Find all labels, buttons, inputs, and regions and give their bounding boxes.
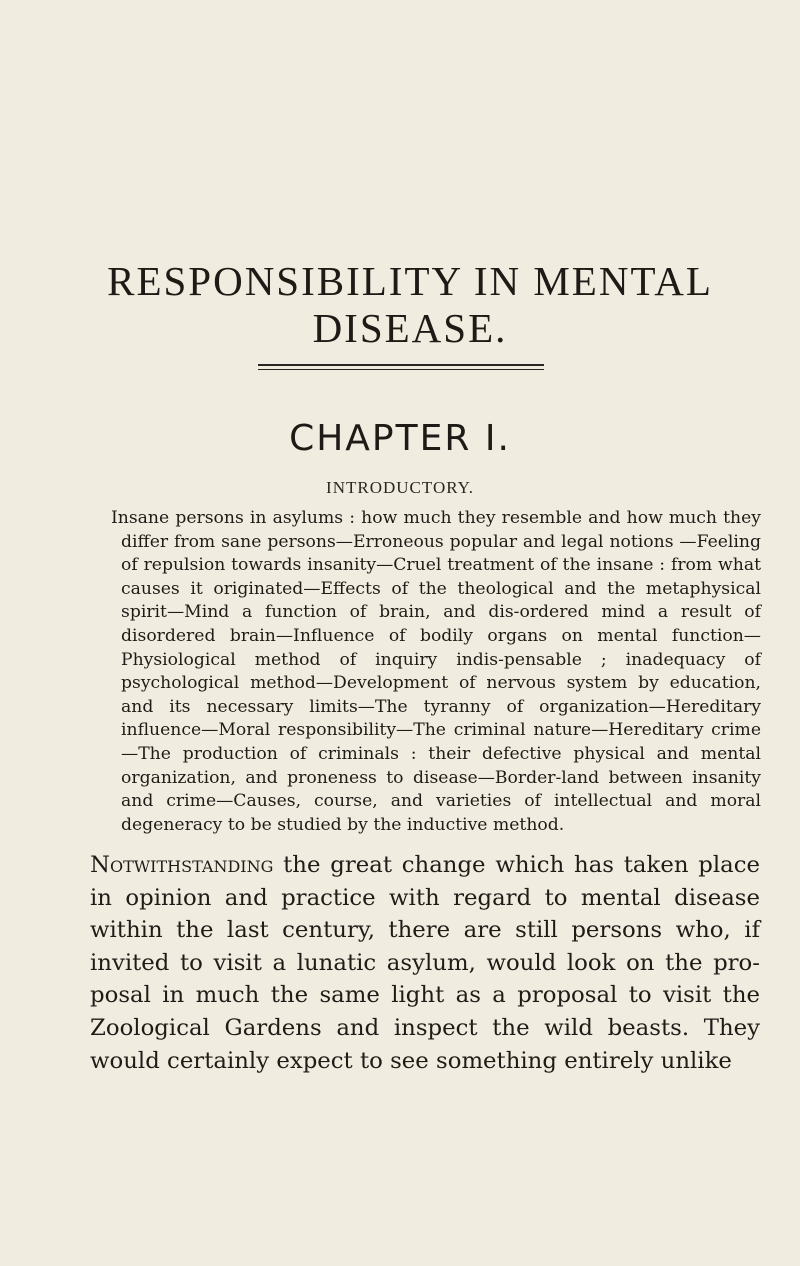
chapter-summary: Insane persons in asylums : how much they resemble and how much they differ from sane persons—Erroneous popular and legal notions —Feeling of repulsion towards insanity—Cruel treatment of the insane : from what causes it originated—Effects of the theological and the metaphysical spirit—Mind a function of brain, and dis-ordered mind a result of disordered brain—Influence of bodily organs on mental function—Physiological method of inquiry indis-pensable ; inadequacy of psychological method—Development of nervous system by education, and its necessary limits—The tyranny of organization—Hereditary influence—Moral responsibility—The criminal nature—Hereditary crime—The production of criminals : their defective physical and mental organization, and proneness to disease—Border-land between insanity and crime—Causes, course, and varieties of intellectual and moral degeneracy to be studied by the inductive method.	[111, 508, 761, 835]
chapter-subheading: INTRODUCTORY.	[326, 478, 474, 497]
book-title-line-1: RESPONSIBILITY IN MENTAL	[107, 258, 713, 304]
lead-word: Notwithstanding	[90, 852, 274, 878]
book-title-line-2: DISEASE.	[312, 305, 508, 351]
body-paragraph	[90, 849, 760, 1077]
title-rule-thin	[258, 369, 544, 370]
body-text: the great change which has taken place in opinion and practice with regard to mental disease within the last century, there are still persons who, if invited to visit a lunatic asylum, would look on the pro-posal in much the same light as a proposal to visit the Zoological Gardens and inspect the wild beasts. They would certainly expect to see something entirely unlike	[90, 852, 760, 1074]
title-rule-thick	[258, 364, 544, 366]
chapter-heading: CHAPTER I.	[289, 418, 511, 459]
